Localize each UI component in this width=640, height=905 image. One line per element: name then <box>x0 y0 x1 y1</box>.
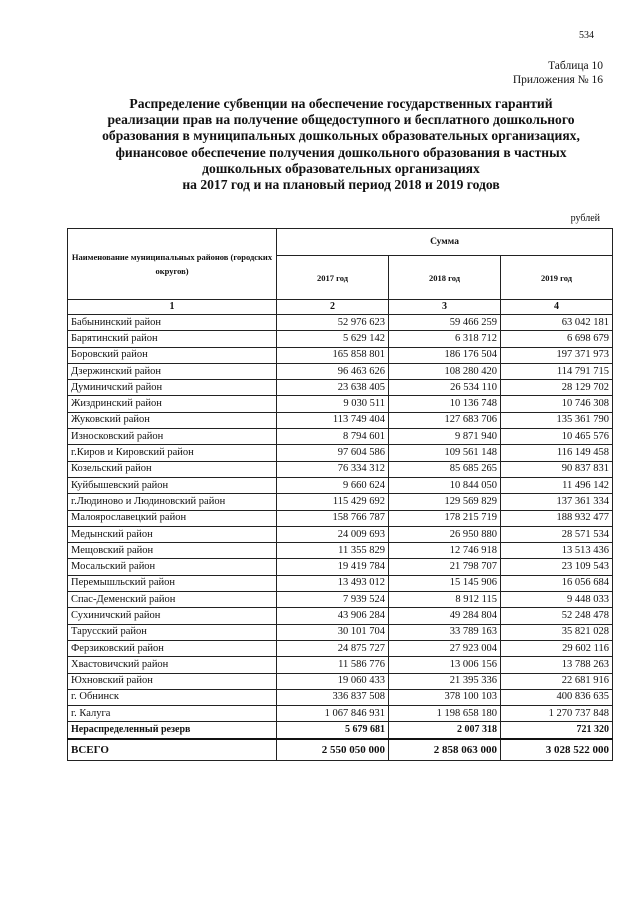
district-name: Хвастовичский район <box>68 657 277 673</box>
value-2018: 13 006 156 <box>389 657 501 673</box>
reserve-name: Нераспределенный резерв <box>68 722 277 739</box>
value-2017: 30 101 704 <box>277 624 389 640</box>
district-name: Мосальский район <box>68 559 277 575</box>
table-row <box>68 575 613 591</box>
title-line: финансовое обеспечение получения дошкольного образования в частных <box>115 144 567 160</box>
header-year-2018: 2018 год <box>389 256 501 300</box>
title-line: дошкольных образовательных организациях <box>202 160 480 176</box>
value-2017: 158 766 787 <box>277 510 389 526</box>
value-2019: 197 371 973 <box>501 347 613 363</box>
header-name-column: Наименование муниципальных районов (городских округов) <box>68 229 277 300</box>
value-2018: 178 215 719 <box>389 510 501 526</box>
table-row <box>68 315 613 331</box>
district-name: Жиздринский район <box>68 396 277 412</box>
value-2019: 29 602 116 <box>501 640 613 656</box>
total-2018: 2 858 063 000 <box>389 739 501 761</box>
value-2017: 9 030 511 <box>277 396 389 412</box>
table-row <box>68 412 613 428</box>
total-row <box>68 739 613 761</box>
table-row <box>68 494 613 510</box>
document-title <box>70 96 612 193</box>
value-2017: 76 334 312 <box>277 461 389 477</box>
total-2017: 2 550 050 000 <box>277 739 389 761</box>
value-2017: 24 875 727 <box>277 640 389 656</box>
header-year-2017: 2017 год <box>277 256 389 300</box>
value-2018: 1 198 658 180 <box>389 706 501 722</box>
district-name: Юхновский район <box>68 673 277 689</box>
value-2018: 85 685 265 <box>389 461 501 477</box>
value-2017: 115 429 692 <box>277 494 389 510</box>
value-2017: 336 837 508 <box>277 689 389 705</box>
reserve-2017: 5 679 681 <box>277 722 389 739</box>
value-2018: 108 280 420 <box>389 363 501 379</box>
reserve-2018: 2 007 318 <box>389 722 501 739</box>
district-name: Бабынинский район <box>68 315 277 331</box>
table-row <box>68 657 613 673</box>
value-2018: 59 466 259 <box>389 315 501 331</box>
value-2019: 13 513 436 <box>501 543 613 559</box>
title-line: реализации прав на получение общедоступного и бесплатного дошкольного <box>107 112 575 128</box>
district-name: Медынский район <box>68 526 277 542</box>
district-name: Тарусский район <box>68 624 277 640</box>
value-2018: 12 746 918 <box>389 543 501 559</box>
value-2018: 6 318 712 <box>389 331 501 347</box>
title-line: образования в муниципальных дошкольных образовательных организациях, <box>102 128 580 144</box>
value-2019: 22 681 916 <box>501 673 613 689</box>
value-2017: 8 794 601 <box>277 429 389 445</box>
value-2018: 33 789 163 <box>389 624 501 640</box>
value-2019: 135 361 790 <box>501 412 613 428</box>
column-number: 3 <box>389 300 501 315</box>
total-2019: 3 028 522 000 <box>501 739 613 761</box>
district-name: Козельский район <box>68 461 277 477</box>
table-row <box>68 331 613 347</box>
value-2017: 96 463 626 <box>277 363 389 379</box>
value-2017: 23 638 405 <box>277 380 389 396</box>
value-2019: 52 248 478 <box>501 608 613 624</box>
column-number: 4 <box>501 300 613 315</box>
value-2017: 24 009 693 <box>277 526 389 542</box>
title-line: Распределение субвенции на обеспечение государственных гарантий <box>129 96 553 111</box>
value-2019: 90 837 831 <box>501 461 613 477</box>
header-sum: Сумма <box>277 229 613 256</box>
value-2018: 26 950 880 <box>389 526 501 542</box>
table-row <box>68 477 613 493</box>
value-2017: 1 067 846 931 <box>277 706 389 722</box>
district-name: г. Калуга <box>68 706 277 722</box>
district-name: Думиничский район <box>68 380 277 396</box>
table-row <box>68 592 613 608</box>
district-name: Дзержинский район <box>68 363 277 379</box>
subvention-table <box>67 228 613 761</box>
table-row <box>68 510 613 526</box>
district-name: Ферзиковский район <box>68 640 277 656</box>
value-2018: 15 145 906 <box>389 575 501 591</box>
appendix-label: Приложения № 16 <box>512 74 603 86</box>
value-2019: 28 129 702 <box>501 380 613 396</box>
value-2018: 129 569 829 <box>389 494 501 510</box>
value-2019: 11 496 142 <box>501 477 613 493</box>
value-2017: 165 858 801 <box>277 347 389 363</box>
header-year-2019: 2019 год <box>501 256 613 300</box>
table-row <box>68 526 613 542</box>
value-2019: 35 821 028 <box>501 624 613 640</box>
district-name: Спас-Деменский район <box>68 592 277 608</box>
value-2019: 6 698 679 <box>501 331 613 347</box>
value-2018: 10 844 050 <box>389 477 501 493</box>
value-2019: 16 056 684 <box>501 575 613 591</box>
value-2018: 26 534 110 <box>389 380 501 396</box>
value-2018: 186 176 504 <box>389 347 501 363</box>
table-label: Таблица 10 <box>548 60 603 72</box>
value-2017: 11 586 776 <box>277 657 389 673</box>
value-2017: 5 629 142 <box>277 331 389 347</box>
value-2019: 10 746 308 <box>501 396 613 412</box>
table-row <box>68 461 613 477</box>
value-2017: 43 906 284 <box>277 608 389 624</box>
table-row <box>68 429 613 445</box>
table-row <box>68 445 613 461</box>
district-name: г.Киров и Кировский район <box>68 445 277 461</box>
table-row <box>68 559 613 575</box>
table-row <box>68 396 613 412</box>
value-2018: 21 798 707 <box>389 559 501 575</box>
table-row <box>68 543 613 559</box>
value-2017: 97 604 586 <box>277 445 389 461</box>
value-2019: 23 109 543 <box>501 559 613 575</box>
column-number: 2 <box>277 300 389 315</box>
value-2017: 52 976 623 <box>277 315 389 331</box>
value-2019: 116 149 458 <box>501 445 613 461</box>
value-2019: 400 836 635 <box>501 689 613 705</box>
table-row <box>68 363 613 379</box>
table-row <box>68 673 613 689</box>
value-2018: 127 683 706 <box>389 412 501 428</box>
table-row <box>68 706 613 722</box>
district-name: Износковский район <box>68 429 277 445</box>
value-2019: 28 571 534 <box>501 526 613 542</box>
district-name: Барятинский район <box>68 331 277 347</box>
column-number: 1 <box>68 300 277 315</box>
value-2017: 11 355 829 <box>277 543 389 559</box>
value-2017: 13 493 012 <box>277 575 389 591</box>
district-name: Жуковский район <box>68 412 277 428</box>
table-row <box>68 640 613 656</box>
value-2017: 19 419 784 <box>277 559 389 575</box>
value-2019: 63 042 181 <box>501 315 613 331</box>
district-name: г.Людиново и Людиновский район <box>68 494 277 510</box>
district-name: Боровский район <box>68 347 277 363</box>
value-2017: 19 060 433 <box>277 673 389 689</box>
value-2019: 137 361 334 <box>501 494 613 510</box>
reserve-2019: 721 320 <box>501 722 613 739</box>
value-2017: 113 749 404 <box>277 412 389 428</box>
total-name: ВСЕГО <box>68 739 277 761</box>
table-row <box>68 608 613 624</box>
value-2018: 378 100 103 <box>389 689 501 705</box>
district-name: Мещовский район <box>68 543 277 559</box>
reserve-row <box>68 722 613 739</box>
district-name: Перемышльский район <box>68 575 277 591</box>
value-2019: 13 788 263 <box>501 657 613 673</box>
table-reference <box>470 59 603 87</box>
district-name: Малоярославецкий район <box>68 510 277 526</box>
value-2018: 10 136 748 <box>389 396 501 412</box>
value-2019: 114 791 715 <box>501 363 613 379</box>
value-2017: 9 660 624 <box>277 477 389 493</box>
district-name: Сухиничский район <box>68 608 277 624</box>
table-row <box>68 380 613 396</box>
value-2018: 49 284 804 <box>389 608 501 624</box>
title-line: на 2017 год и на плановый период 2018 и 2019 годов <box>182 177 500 193</box>
table-row <box>68 624 613 640</box>
table-row <box>68 347 613 363</box>
district-name: Куйбышевский район <box>68 477 277 493</box>
value-2017: 7 939 524 <box>277 592 389 608</box>
value-2018: 8 912 115 <box>389 592 501 608</box>
table-row <box>68 689 613 705</box>
value-2018: 109 561 148 <box>389 445 501 461</box>
value-2019: 1 270 737 848 <box>501 706 613 722</box>
value-2019: 9 448 033 <box>501 592 613 608</box>
value-2019: 10 465 576 <box>501 429 613 445</box>
page-number: 534 <box>579 30 594 41</box>
value-2019: 188 932 477 <box>501 510 613 526</box>
value-2018: 21 395 336 <box>389 673 501 689</box>
district-name: г. Обнинск <box>68 689 277 705</box>
currency-unit: рублей <box>570 213 600 224</box>
value-2018: 27 923 004 <box>389 640 501 656</box>
value-2018: 9 871 940 <box>389 429 501 445</box>
